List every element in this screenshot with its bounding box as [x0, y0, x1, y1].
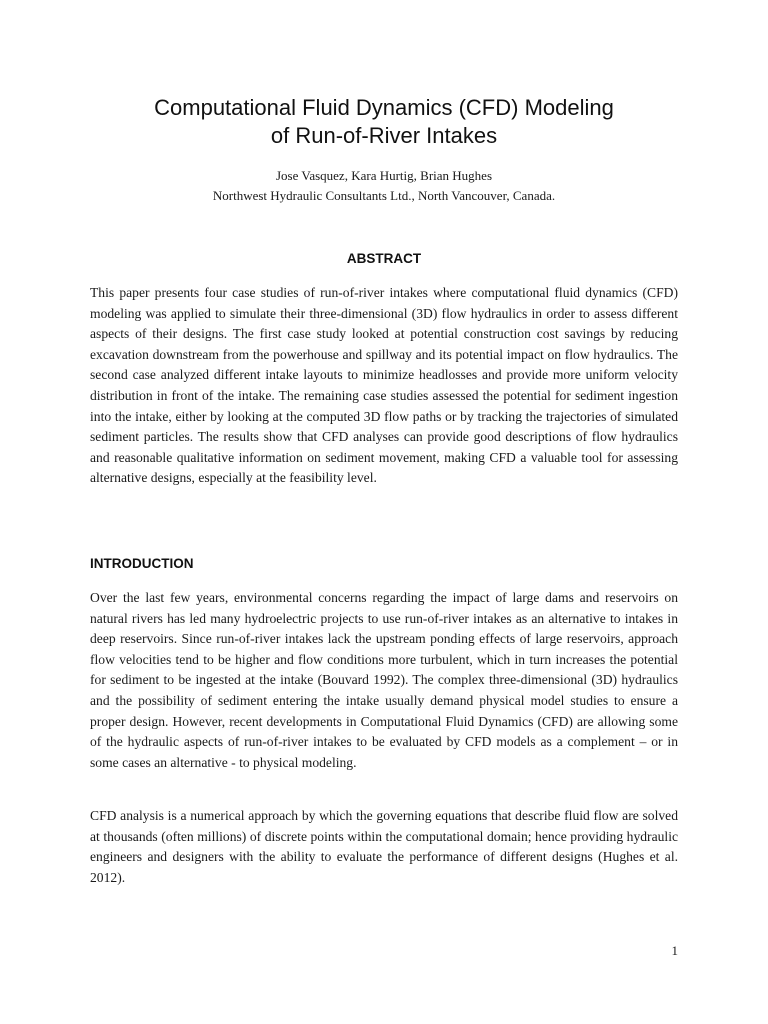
introduction-paragraph-2: CFD analysis is a numerical approach by which the governing equations that describe fluid flow are solved at thousands (often millions) of discrete points within the computational domain; hence providing hydraulic engineers and designers with the ability to evaluate the performance of different designs (Hughes et al. 2012).: [90, 808, 678, 885]
page-number: 1: [671, 943, 678, 958]
authors: Jose Vasquez, Kara Hurtig, Brian Hughes: [275, 168, 493, 183]
author-block: [0, 166, 768, 206]
abstract-text: This paper presents four case studies of run-of-river intakes where computational fluid dynamics (CFD) modeling was applied to simulate their three-dimensional (3D) flow hydraulics in order to assess different aspects of their designs. The first case study looked at potential construction cost savings by reducing excavation downstream from the powerhouse and spillway and its potential impact on flow hydraulics. The second case analyzed different intake layouts to minimize headlosses and provide more uniform velocity distribution in front of the intake. The remaining case studies assessed the potential for sediment ingestion into the intake, either by looking at the computed 3D flow paths or by tracking the trajectories of simulated sediment particles. The results show that CFD analyses can provide good descriptions of flow hydraulics and reasonable qualitative information on sediment movement, making CFD a valuable tool for assessing alternative designs, especially at the feasibility level.: [90, 285, 678, 486]
introduction-heading: INTRODUCTION: [90, 556, 194, 571]
paper-title-line-2: of Run-of-River Intakes: [270, 123, 498, 148]
affiliation: Northwest Hydraulic Consultants Ltd., North Vancouver, Canada.: [212, 188, 556, 203]
abstract-heading: ABSTRACT: [346, 251, 422, 266]
paper-title: [0, 94, 768, 150]
introduction-paragraph-1: Over the last few years, environmental concerns regarding the impact of large dams and reservoirs on natural rivers has led many hydroelectric projects to use run-of-river intakes as an alternative to intakes in deep reservoirs. Since run-of-river intakes lack the upstream ponding effects of large reservoirs, approach flow velocities tend to be higher and flow conditions more turbulent, which in turn increases the potential for sediment to be ingested at the intake (Bouvard 1992). The complex three-dimensional (3D) hydraulics and the possibility of sediment entering the intake usually demand physical model studies to ensure a proper design. However, recent developments in Computational Fluid Dynamics (CFD) are allowing some of the hydraulic aspects of run-of-river intakes to be evaluated by CFD models as a complement – or in some cases an alternative - to physical modeling.: [90, 590, 678, 770]
paper-title-line-1: Computational Fluid Dynamics (CFD) Modeling: [154, 95, 614, 120]
